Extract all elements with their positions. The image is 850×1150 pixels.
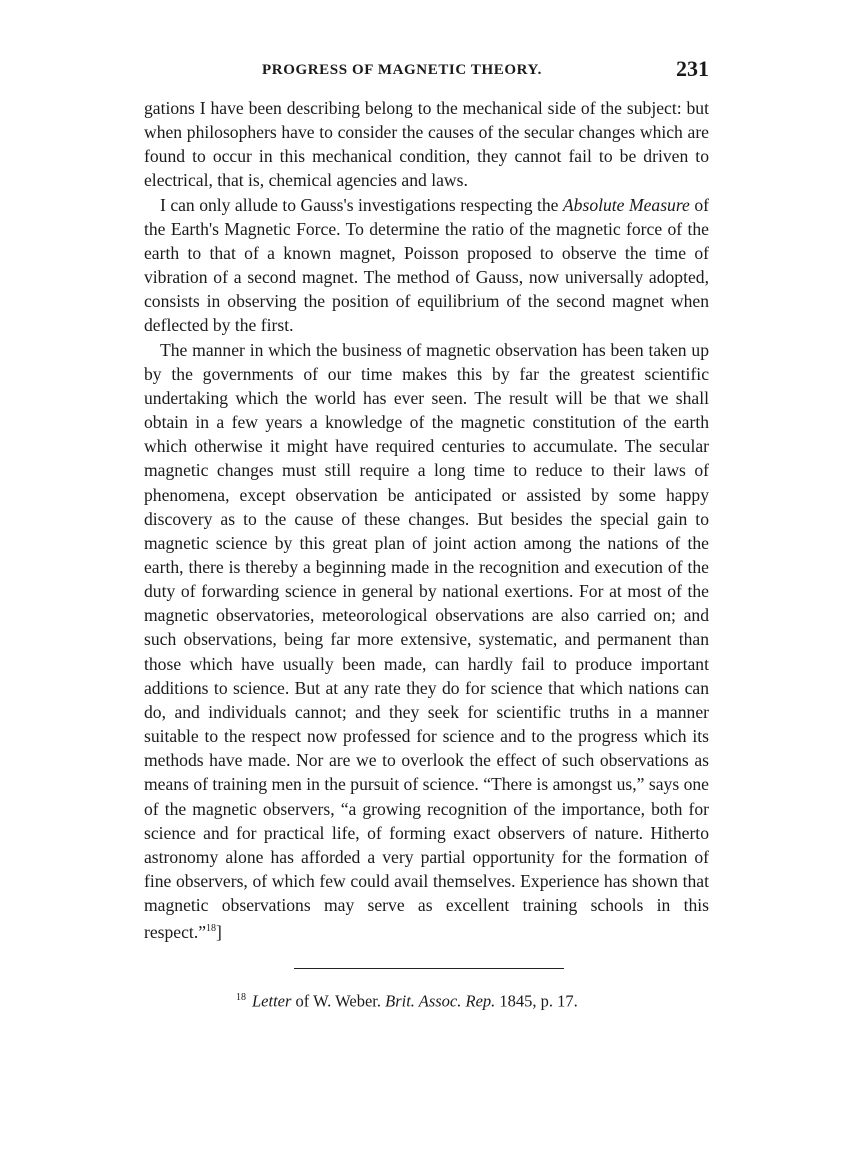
footnote-reference: 18 <box>206 923 217 935</box>
footnote-italic-letter: Letter <box>252 991 292 1011</box>
paragraph-magnetic-observation <box>144 338 709 945</box>
italic-term: Absolute Measure <box>562 194 690 215</box>
footnote-text-citation: 1845, p. 17. <box>499 991 578 1011</box>
paragraph-text: The manner in which the business of magnetic observation has been taken up by the governments of our time makes this by far the greatest scientific undertaking which the world has ever seen. The result will be that we shall obtain in a few years a knowledge of the magnetic constitution of the earth which otherwise it might have required centuries to accumulate. The secular magnetic changes must still require a long time to reduce to their laws of phenomena, except observation be anticipated or assisted by some happy discovery as to the cause of these changes. But besides the special gain to magnetic science by this great plan of joint action among the nations of the earth, there is thereby a beginning made in the recognition and execution of the duty of forwarding science in general by national exertions. For at most of the magnetic observatories, meteorological observations are also carried on; and such observations, being far more extensive, systematic, and permanent than those which have usually been made, can hardly fail to produce important additions to science. But at any rate they do for science that which nations can do, and individuals cannot; and they seek for scientific truths in a manner suitable to the respect now professed for science and to the progress which its methods have made. Nor are we to overlook the effect of such observations as means of training men in the pursuit of science. “There is amongst us,” says one of the magnetic observers, “a growing recognition of the importance, both for science and for practical life, of forming exact observers of nature. Hitherto astronomy alone has afforded a very partial opportunity for the formation of fine observers, of which few could avail themselves. Experience has shown that magnetic observations may serve as excellent training schools in this respect.” <box>144 339 709 943</box>
paragraph-absolute-measure <box>144 193 709 338</box>
body-text <box>144 96 709 944</box>
page-number: 231 <box>676 56 709 81</box>
running-title: PROGRESS OF MAGNETIC THEORY. <box>262 62 542 78</box>
footnote <box>236 987 709 1013</box>
footnote-divider <box>294 968 564 969</box>
running-head <box>144 56 709 96</box>
paragraph-continuation: gations I have been describing belong to the mechanical side of the subject: but when philosophers have to consider the causes of the secular changes which are found to occur in this mechanical condition, they cannot fail to be driven to electrical, that is, chemical agencies and laws. <box>144 98 709 191</box>
book-page <box>144 56 709 1013</box>
footnote-text-author: of W. Weber. <box>295 991 381 1011</box>
paragraph-rest: of the Earth's Magnetic Force. To determine the ratio of the magnetic force of the earth to that of a known magnet, Poisson proposed to observe the time of vibration of a second magnet. The method of Gauss, now universally adopted, consists in observing the position of equilibrium of the second magnet when deflected by the first. <box>144 194 709 336</box>
footnote-mark: 18 <box>236 992 246 1004</box>
footnote-italic-journal: Brit. Assoc. Rep. <box>385 991 496 1011</box>
paragraph-intro: I can only allude to Gauss's investigations respecting the <box>160 194 559 215</box>
closing-bracket: ] <box>216 922 222 943</box>
